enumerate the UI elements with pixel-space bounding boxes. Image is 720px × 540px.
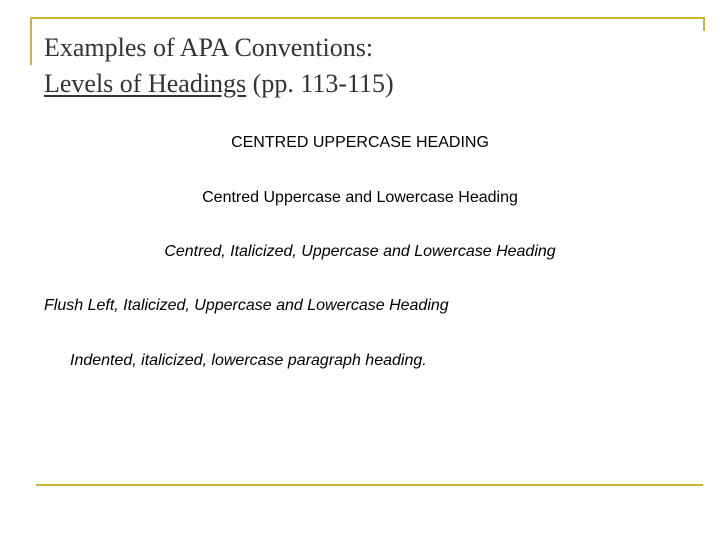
top-rule <box>30 17 705 19</box>
heading-level-1-example: CENTRED UPPERCASE HEADING <box>231 134 489 151</box>
heading-level-4-example: Flush Left, Italicized, Uppercase and Lowercase Heading <box>44 297 449 314</box>
left-rule <box>30 17 32 65</box>
title-line-1: Examples of APA Conventions: <box>44 33 374 62</box>
heading-level-5-example: Indented, italicized, lowercase paragraph heading. <box>70 352 427 369</box>
title-line-2 <box>44 66 684 102</box>
bottom-rule <box>36 484 703 486</box>
heading-level-3-example: Centred, Italicized, Uppercase and Lowercase Heading <box>164 243 556 260</box>
slide-title <box>44 30 684 102</box>
title-page-reference: (pp. 113-115) <box>246 69 394 98</box>
heading-level-2-example: Centred Uppercase and Lowercase Heading <box>202 189 518 206</box>
title-underlined-text: Levels of Headings <box>44 69 247 98</box>
right-rule <box>703 17 705 31</box>
